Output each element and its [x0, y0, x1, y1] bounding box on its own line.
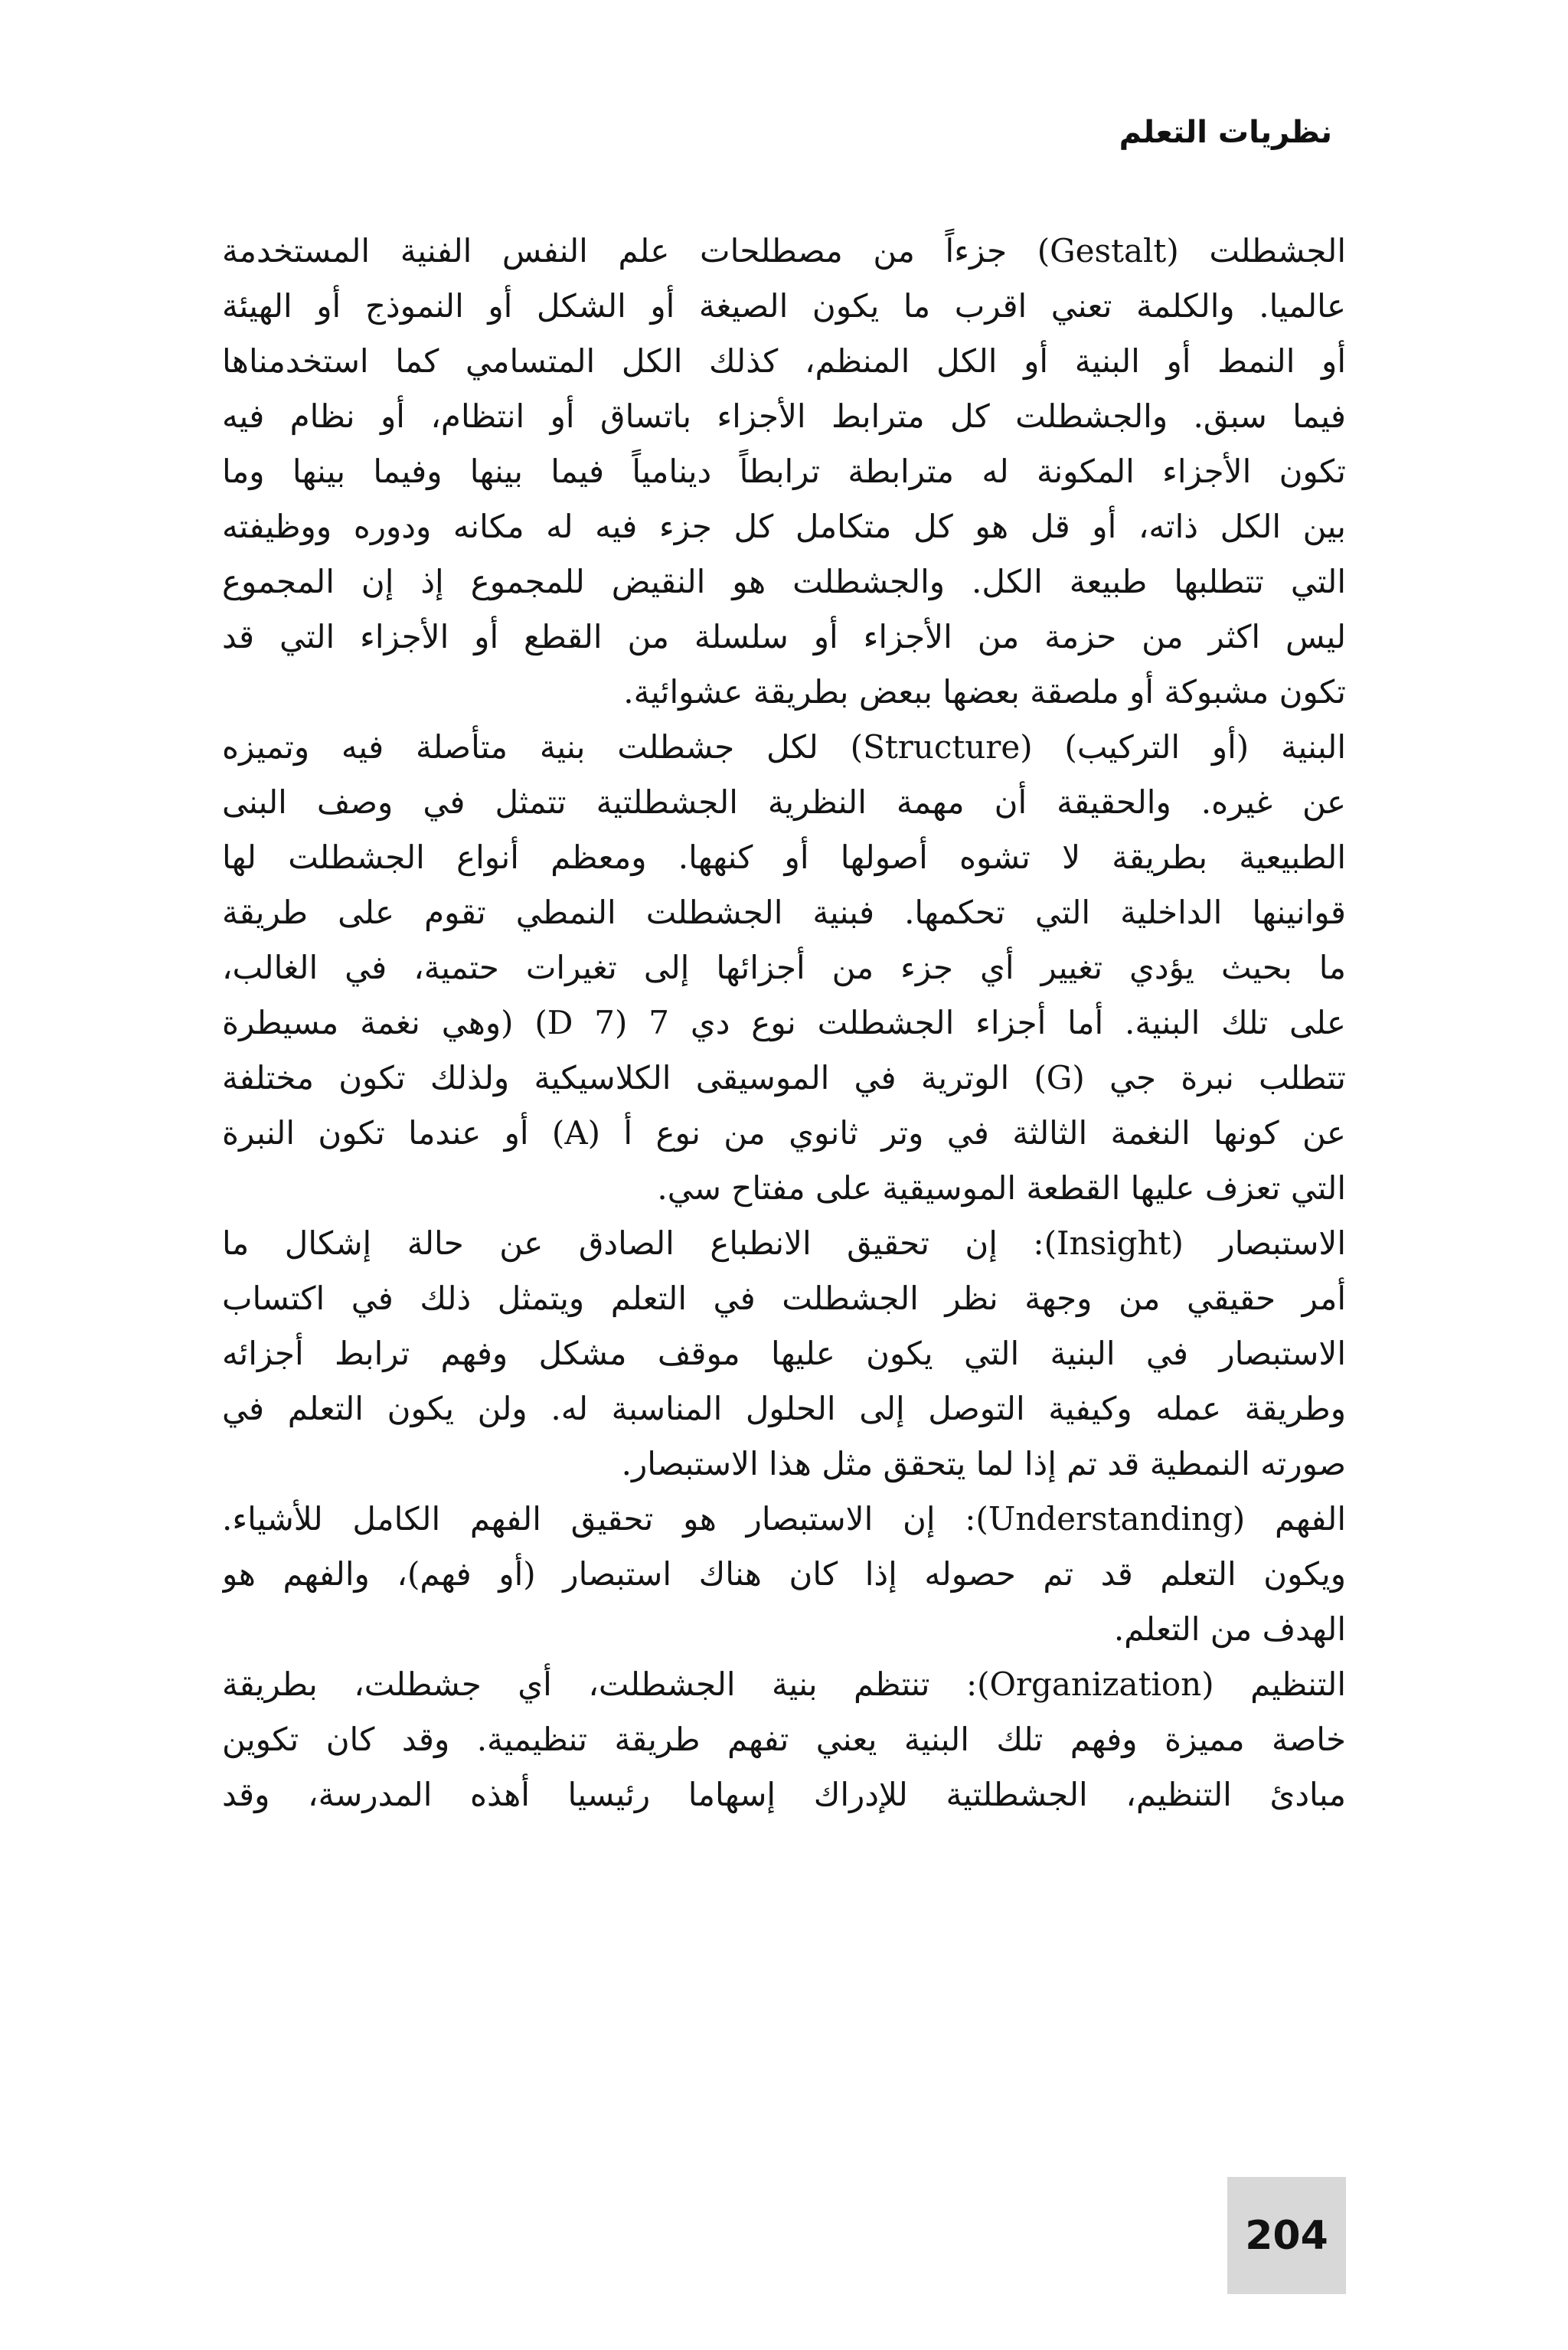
text-line: صورته النمطية قد تم إذا لما يتحقق مثل هذا الاستبصار.: [621, 1445, 1346, 1482]
text-line: عالميا. والكلمة تعني اقرب ما يكون الصيغة أو الشكل أو النموذج أو الهيئة: [222, 287, 1346, 325]
text-line: الفهم (Understanding): إن الاستبصار هو تحقيق الفهم الكامل للأشياء.: [222, 1500, 1346, 1538]
text-line: على تلك البنية. أما أجزاء الجشطلت نوع دي 7 (D 7) (وهي نغمة مسيطرة: [222, 1004, 1346, 1041]
text-line: تكون الأجزاء المكونة له مترابطة ترابطاً دينامياً فيما بينها وفيما بينها وما: [222, 453, 1346, 490]
text-line: تتطلب نبرة جي (G) الوترية في الموسيقى الكلاسيكية ولذلك تكون مختلفة: [222, 1059, 1346, 1097]
page-number: 204: [1245, 2212, 1328, 2259]
text-line: الجشطلت (Gestalt) جزءاً من مصطلحات علم النفس الفنية المستخدمة: [222, 232, 1346, 270]
page-number-box: [1227, 2177, 1346, 2294]
paragraph: [222, 720, 1346, 1216]
text-line: وطريقة عمله وكيفية التوصل إلى الحلول المناسبة له. ولن يكون التعلم في: [222, 1390, 1346, 1427]
paragraph: [222, 1216, 1346, 1492]
text-line: مبادئ التنظيم، الجشطلتية للإدراك إسهاما رئيسيا أهذه المدرسة، وقد: [222, 1776, 1346, 1813]
text-line: قوانينها الداخلية التي تحكمها. فبنية الجشطلت النمطي تقوم على طريقة: [222, 894, 1346, 931]
text-line: عن كونها النغمة الثالثة في وتر ثانوي من نوع أ (A) أو عندما تكون النبرة: [222, 1114, 1346, 1152]
text-line: بين الكل ذاته، أو قل هو كل متكامل كل جزء فيه له مكانه ودوره ووظيفته: [222, 508, 1346, 545]
text-line: ليس اكثر من حزمة من الأجزاء أو سلسلة من القطع أو الأجزاء التي قد: [222, 618, 1346, 655]
text-line: الطبيعية بطريقة لا تشوه أصولها أو كنهها. ومعظم أنواع الجشطلت لها: [222, 838, 1346, 876]
text-line: عن غيره. والحقيقة أن مهمة النظرية الجشطلتية تتمثل في وصف البنى: [222, 783, 1346, 821]
text-line: التي تتطلبها طبيعة الكل. والجشطلت هو النقيض للمجموع إذ إن المجموع: [222, 563, 1346, 600]
paragraph: [222, 224, 1346, 720]
text-line: ما بحيث يؤدي تغيير أي جزء من أجزائها إلى تغيرات حتمية، في الغالب،: [222, 949, 1346, 986]
text-line: تكون مشبوكة أو ملصقة بعضها ببعض بطريقة عشوائية.: [623, 673, 1346, 711]
text-line: التنظيم (Organization): تنتظم بنية الجشطلت، أي جشطلت، بطريقة: [222, 1665, 1346, 1703]
text-line: البنية (أو التركيب) (Structure) لكل جشطلت بنية متأصلة فيه وتميزه: [222, 728, 1346, 766]
paragraph: [222, 1657, 1346, 1822]
text-line: أمر حقيقي من وجهة نظر الجشطلت في التعلم ويتمثل ذلك في اكتساب: [222, 1280, 1346, 1317]
body-text: [222, 224, 1346, 1822]
text-line: خاصة مميزة وفهم تلك البنية يعني تفهم طريقة تنظيمية. وقد كان تكوين: [222, 1721, 1346, 1758]
text-line: ويكون التعلم قد تم حصوله إذا كان هناك استبصار (أو فهم)، والفهم هو: [222, 1555, 1346, 1593]
text-line: أو النمط أو البنية أو الكل المنظم، كذلك الكل المتسامي كما استخدمناها: [222, 342, 1346, 380]
text-line: الاستبصار في البنية التي يكون عليها موقف مشكل وفهم ترابط أجزائه: [222, 1335, 1346, 1372]
paragraph: [222, 1492, 1346, 1657]
text-line: الهدف من التعلم.: [1113, 1610, 1346, 1648]
running-header: نظريات التعلم: [1119, 115, 1332, 150]
text-line: فيما سبق. والجشطلت كل مترابط الأجزاء باتساق أو انتظام، أو نظام فيه: [222, 397, 1346, 435]
text-line: الاستبصار (Insight): إن تحقيق الانطباع الصادق عن حالة إشكال ما: [222, 1224, 1346, 1262]
text-line: التي تعزف عليها القطعة الموسيقية على مفتاح سي.: [657, 1169, 1346, 1207]
